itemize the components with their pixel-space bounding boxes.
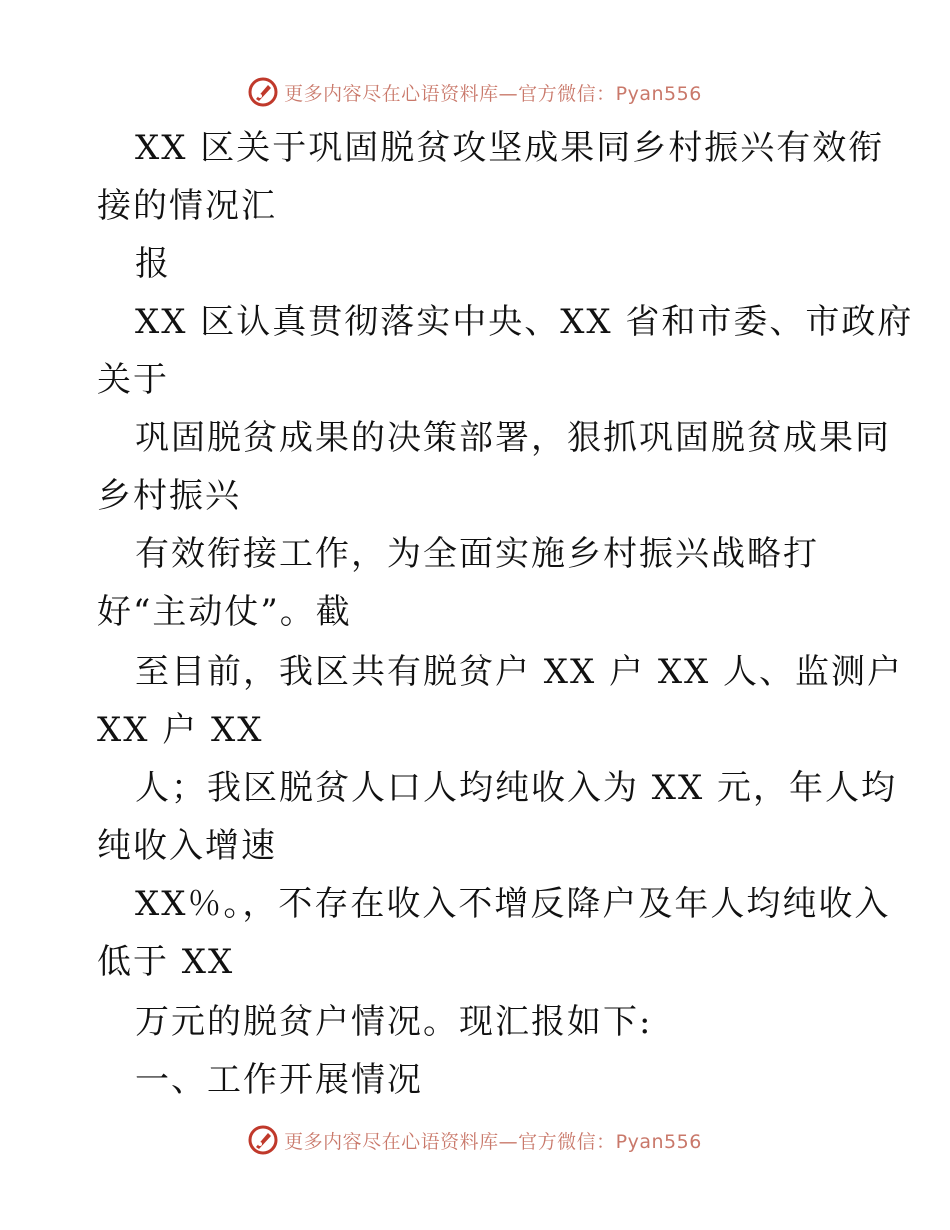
title-line-2: 接的情况汇	[97, 186, 277, 226]
paragraph-line: XX％。，不存在收入不增反降户及年人均纯收入	[135, 884, 891, 924]
pen-nib-logo-icon	[248, 77, 278, 107]
paragraph-line: XX 户 XX	[97, 710, 264, 750]
section-heading: 一、工作开展情况	[135, 1060, 423, 1100]
paragraph-line: 低于 XX	[97, 942, 235, 982]
paragraph-line: 纯收入增速	[97, 826, 277, 866]
banner-text: 更多内容尽在心语资料库—官方微信：Pyan556	[284, 82, 702, 105]
paragraph-line: 乡村振兴	[97, 476, 241, 516]
paragraph-line: 人；我区脱贫人口人均纯收入为 XX 元，年人均	[135, 768, 898, 808]
paragraph-line: XX 区认真贯彻落实中央、XX 省和市委、市政府	[135, 302, 914, 342]
footer-banner	[0, 1120, 950, 1160]
paragraph-line: 关于	[97, 360, 169, 400]
pen-nib-logo-icon	[248, 1125, 278, 1155]
header-banner	[0, 72, 950, 112]
banner-text: 更多内容尽在心语资料库—官方微信：Pyan556	[284, 1130, 702, 1153]
paragraph-line: 有效衔接工作，为全面实施乡村振兴战略打	[135, 534, 819, 574]
title-line-3: 报	[135, 244, 171, 284]
paragraph-line: 万元的脱贫户情况。现汇报如下:	[135, 1002, 653, 1042]
paragraph-line: 至目前，我区共有脱贫户 XX 户 XX 人、监测户	[135, 652, 904, 692]
title-line-1: XX 区关于巩固脱贫攻坚成果同乡村振兴有效衔	[135, 128, 885, 168]
paragraph-line: 好“主动仗”。截	[97, 592, 352, 632]
paragraph-line: 巩固脱贫成果的决策部署，狠抓巩固脱贫成果同	[135, 418, 891, 458]
